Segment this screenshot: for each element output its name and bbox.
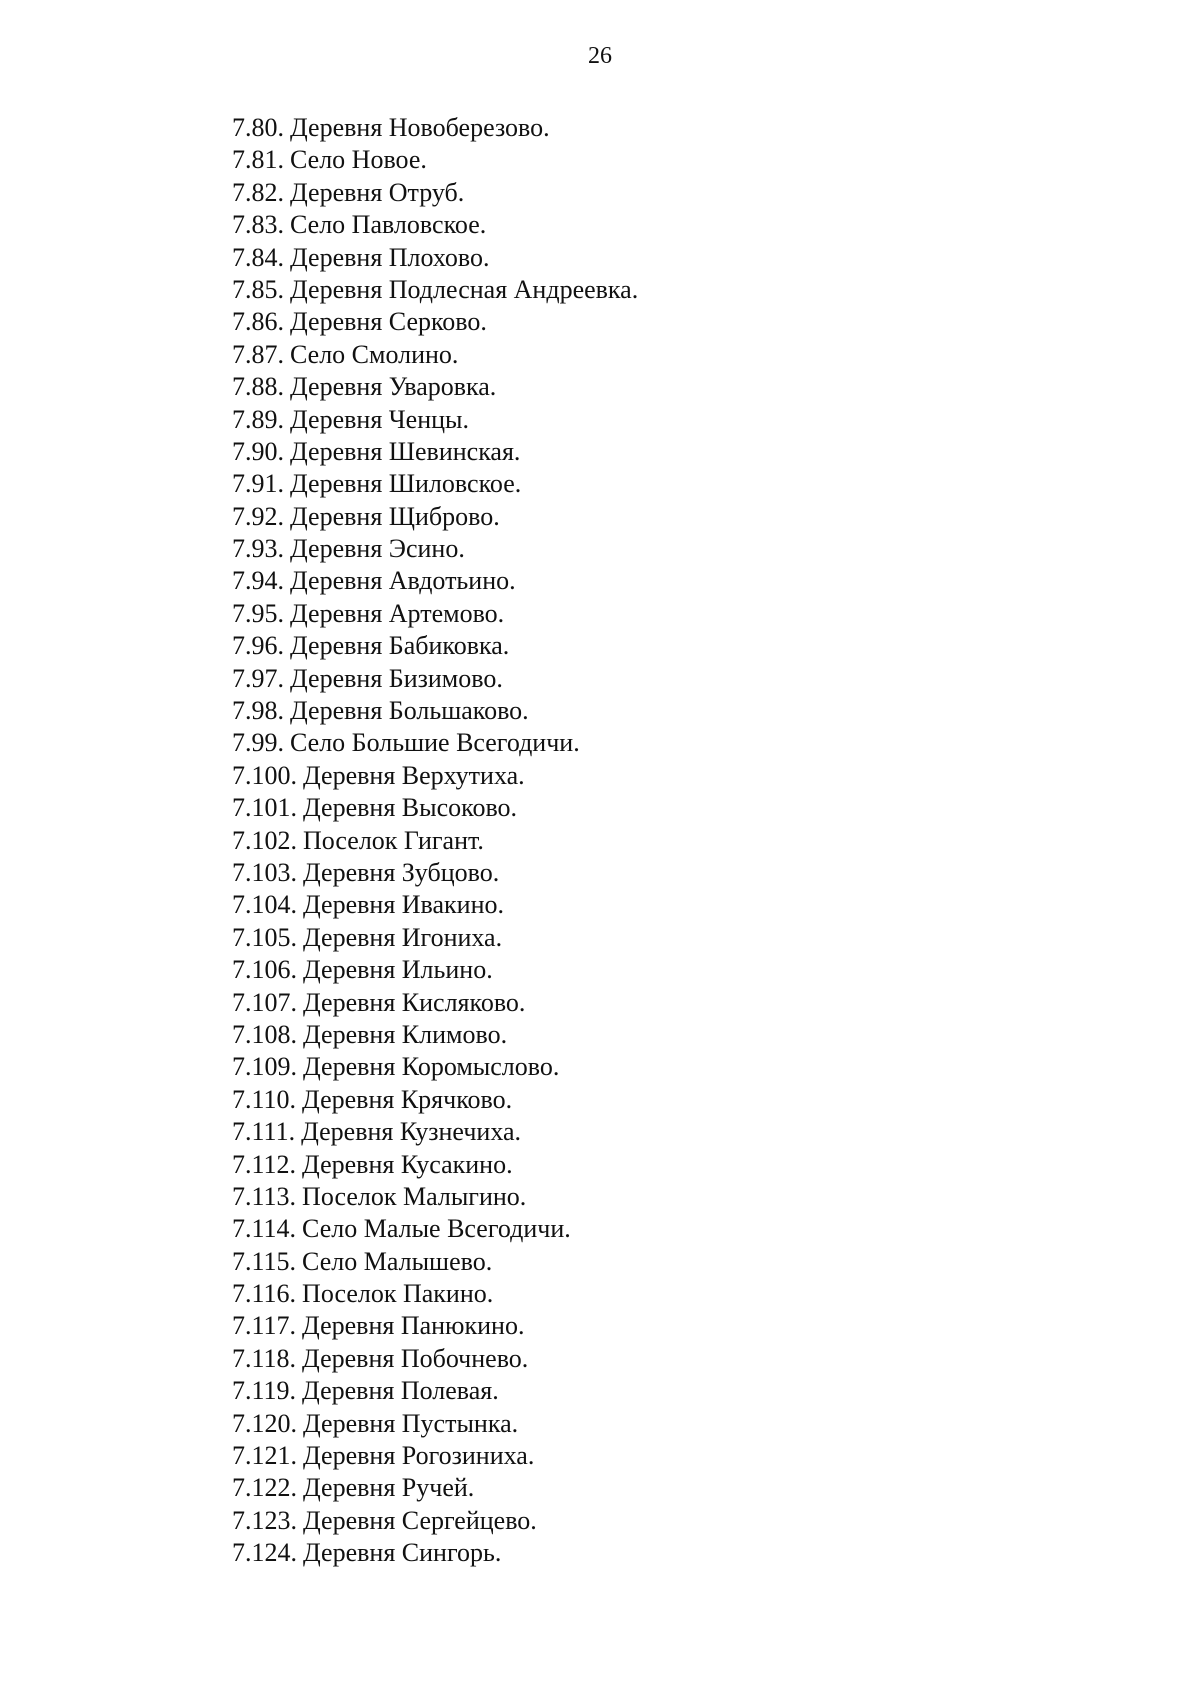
item-text: Деревня Уваровка.	[290, 372, 497, 402]
item-text: Деревня Эсино.	[290, 534, 465, 564]
item-number: 7.115.	[232, 1246, 297, 1276]
item-number: 7.124.	[232, 1538, 297, 1568]
item-number: 7.81.	[232, 145, 284, 175]
item-number: 7.123.	[232, 1505, 297, 1535]
list-item	[232, 663, 638, 695]
list-item	[232, 242, 638, 274]
list-item	[232, 501, 638, 533]
list-item	[232, 1116, 638, 1148]
item-number: 7.96.	[232, 631, 284, 661]
item-text: Деревня Зубцово.	[303, 857, 500, 887]
list-item	[232, 695, 638, 727]
item-number: 7.116.	[232, 1279, 297, 1309]
item-text: Село Малышево.	[302, 1246, 493, 1276]
item-text: Деревня Пустынка.	[303, 1408, 519, 1438]
list-item	[232, 1343, 638, 1375]
item-text: Деревня Артемово.	[290, 598, 505, 628]
item-number: 7.114.	[232, 1214, 297, 1244]
item-number: 7.109.	[232, 1052, 297, 1082]
list-item	[232, 1375, 638, 1407]
item-text: Деревня Сингорь.	[303, 1538, 502, 1568]
list-item	[232, 1213, 638, 1245]
list-item	[232, 889, 638, 921]
item-number: 7.117.	[232, 1311, 297, 1341]
list-item	[232, 1051, 638, 1083]
list-item	[232, 1246, 638, 1278]
item-number: 7.87.	[232, 339, 284, 369]
item-text: Деревня Ченцы.	[290, 404, 470, 434]
list-item	[232, 144, 638, 176]
item-number: 7.86.	[232, 307, 284, 337]
item-text: Деревня Авдотьино.	[290, 566, 516, 596]
item-number: 7.93.	[232, 534, 284, 564]
list-item	[232, 177, 638, 209]
item-text: Деревня Большаково.	[290, 696, 529, 726]
item-text: Село Павловское.	[290, 210, 487, 240]
item-text: Село Новое.	[290, 145, 427, 175]
item-text: Деревня Климово.	[303, 1019, 508, 1049]
item-text: Деревня Подлесная Андреевка.	[290, 274, 639, 304]
item-text: Деревня Побочнево.	[302, 1343, 529, 1373]
item-text: Деревня Бизимово.	[290, 663, 503, 693]
item-number: 7.111.	[232, 1117, 296, 1147]
list-item	[232, 1537, 638, 1569]
item-text: Деревня Кусакино.	[302, 1149, 513, 1179]
list-item	[232, 1505, 638, 1537]
item-text: Деревня Рогозиниха.	[303, 1441, 535, 1471]
list-item	[232, 727, 638, 759]
list-item	[232, 436, 638, 468]
item-number: 7.107.	[232, 987, 297, 1017]
item-number: 7.108.	[232, 1019, 297, 1049]
item-text: Деревня Шиловское.	[290, 469, 522, 499]
item-text: Деревня Верхутиха.	[303, 760, 525, 790]
list-item	[232, 987, 638, 1019]
item-text: Деревня Ручей.	[303, 1473, 475, 1503]
list-item	[232, 112, 638, 144]
item-number: 7.113.	[232, 1181, 297, 1211]
item-number: 7.119.	[232, 1376, 297, 1406]
item-text: Поселок Пакино.	[302, 1279, 494, 1309]
item-number: 7.122.	[232, 1473, 297, 1503]
item-number: 7.99.	[232, 728, 284, 758]
list-item	[232, 922, 638, 954]
list-item	[232, 1310, 638, 1342]
item-text: Деревня Новоберезово.	[290, 113, 550, 142]
page-number: 26	[588, 43, 612, 69]
item-number: 7.85.	[232, 274, 284, 304]
item-text: Деревня Ивакино.	[303, 890, 504, 920]
item-text: Деревня Кузнечиха.	[301, 1117, 522, 1147]
item-text: Село Большие Всегодичи.	[290, 728, 580, 758]
item-number: 7.84.	[232, 242, 284, 272]
item-text: Деревня Шевинская.	[290, 436, 521, 466]
item-number: 7.97.	[232, 663, 284, 693]
list-item	[232, 598, 638, 630]
list-item	[232, 533, 638, 565]
item-number: 7.104.	[232, 890, 297, 920]
item-text: Село Малые Всегодичи.	[302, 1214, 571, 1244]
list-item	[232, 1019, 638, 1051]
list-item	[232, 1472, 638, 1504]
item-number: 7.89.	[232, 404, 284, 434]
list-item	[232, 1408, 638, 1440]
list-item	[232, 1440, 638, 1472]
item-number: 7.94.	[232, 566, 284, 596]
item-number: 7.110.	[232, 1084, 297, 1114]
item-text: Деревня Коромыслово.	[303, 1052, 560, 1082]
list-item	[232, 1181, 638, 1213]
item-number: 7.82.	[232, 177, 284, 207]
settlement-list	[232, 112, 638, 1570]
item-number: 7.118.	[232, 1343, 297, 1373]
list-item	[232, 760, 638, 792]
item-number: 7.102.	[232, 825, 297, 855]
item-number: 7.101.	[232, 793, 297, 823]
item-text: Деревня Сергейцево.	[303, 1505, 537, 1535]
list-item	[232, 371, 638, 403]
item-text: Село Смолино.	[290, 339, 459, 369]
item-number: 7.83.	[232, 210, 284, 240]
list-item	[232, 630, 638, 662]
item-text: Деревня Панюкино.	[302, 1311, 525, 1341]
list-item	[232, 274, 638, 306]
list-item	[232, 209, 638, 241]
item-number: 7.112.	[232, 1149, 297, 1179]
item-text: Деревня Плохово.	[290, 242, 490, 272]
item-number: 7.91.	[232, 469, 284, 499]
item-text: Деревня Крячково.	[302, 1084, 513, 1114]
item-text: Деревня Игониха.	[303, 922, 503, 952]
item-number: 7.105.	[232, 922, 297, 952]
item-text: Деревня Полевая.	[302, 1376, 499, 1406]
list-item	[232, 1149, 638, 1181]
item-text: Деревня Отруб.	[290, 177, 465, 207]
list-item	[232, 792, 638, 824]
item-text: Деревня Щиброво.	[290, 501, 500, 531]
item-text: Деревня Бабиковка.	[290, 631, 510, 661]
list-item	[232, 306, 638, 338]
item-number: 7.95.	[232, 598, 284, 628]
list-item	[232, 857, 638, 889]
item-number: 7.100.	[232, 760, 297, 790]
item-number: 7.121.	[232, 1441, 297, 1471]
item-text: Поселок Гигант.	[303, 825, 484, 855]
item-number: 7.98.	[232, 696, 284, 726]
list-item	[232, 565, 638, 597]
item-number: 7.80.	[232, 113, 284, 142]
item-text: Поселок Малыгино.	[302, 1181, 527, 1211]
item-number: 7.88.	[232, 372, 284, 402]
list-item	[232, 954, 638, 986]
list-item	[232, 825, 638, 857]
item-number: 7.106.	[232, 955, 297, 985]
item-text: Деревня Серково.	[290, 307, 487, 337]
item-number: 7.92.	[232, 501, 284, 531]
list-item	[232, 1084, 638, 1116]
item-number: 7.103.	[232, 857, 297, 887]
list-item	[232, 468, 638, 500]
list-item	[232, 1278, 638, 1310]
item-text: Деревня Высоково.	[303, 793, 518, 823]
list-item	[232, 404, 638, 436]
item-text: Деревня Кисляково.	[303, 987, 526, 1017]
list-item	[232, 339, 638, 371]
item-number: 7.120.	[232, 1408, 297, 1438]
item-number: 7.90.	[232, 436, 284, 466]
item-text: Деревня Ильино.	[303, 955, 493, 985]
